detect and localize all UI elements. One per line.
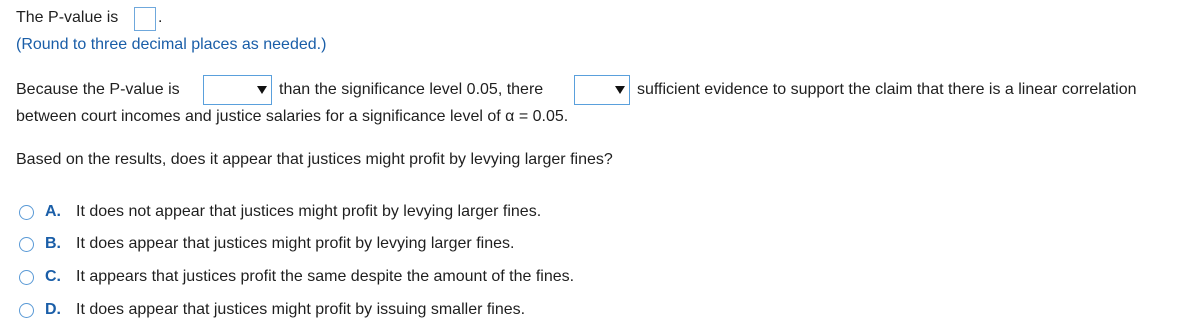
option-a-radio[interactable] xyxy=(19,205,34,220)
option-d-radio[interactable] xyxy=(19,303,34,318)
conclusion-text-part4: between court incomes and justice salaries for a significance level of α = 0.05. xyxy=(16,108,569,125)
dropdown-arrow-icon xyxy=(253,76,271,104)
dropdown-arrow-icon xyxy=(611,76,629,104)
option-a-text[interactable]: It does not appear that justices might profit by levying larger fines. xyxy=(76,203,542,220)
evidence-dropdown[interactable] xyxy=(574,75,630,105)
option-c-radio[interactable] xyxy=(19,270,34,285)
rounding-hint: (Round to three decimal places as needed.) xyxy=(16,36,327,53)
option-d-letter: D. xyxy=(45,301,61,318)
pvalue-answer-input[interactable] xyxy=(134,7,156,31)
pvalue-label: The P-value is xyxy=(16,9,119,26)
comparison-dropdown[interactable] xyxy=(203,75,272,105)
option-b-radio[interactable] xyxy=(19,237,34,252)
option-a-letter: A. xyxy=(45,203,61,220)
question-text: Based on the results, does it appear that justices might profit by levying larger fines? xyxy=(16,151,613,168)
option-c-text[interactable]: It appears that justices profit the same despite the amount of the fines. xyxy=(76,268,575,285)
option-d-text[interactable]: It does appear that justices might profit by issuing smaller fines. xyxy=(76,301,526,318)
option-c-letter: C. xyxy=(45,268,61,285)
conclusion-text-part3: sufficient evidence to support the claim that there is a linear correlation xyxy=(637,81,1137,98)
pvalue-period: . xyxy=(158,9,163,26)
conclusion-text-part2: than the significance level 0.05, there xyxy=(279,81,544,98)
conclusion-text-part1: Because the P-value is xyxy=(16,81,180,98)
option-b-letter: B. xyxy=(45,235,61,252)
option-b-text[interactable]: It does appear that justices might profit by levying larger fines. xyxy=(76,235,515,252)
